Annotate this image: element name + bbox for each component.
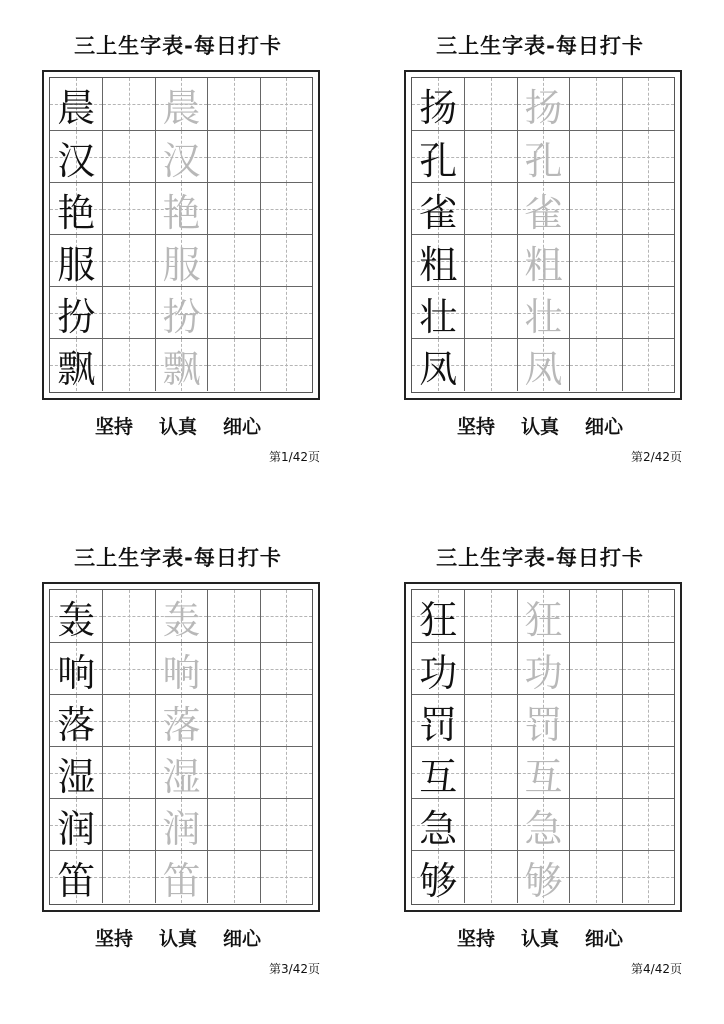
practice-row <box>50 286 312 338</box>
tianzige-cell <box>517 695 569 747</box>
model-character: 落 <box>57 702 96 747</box>
model-character: 雀 <box>419 190 458 235</box>
tianzige-cell <box>50 643 102 695</box>
tianzige-cell <box>50 235 102 287</box>
practice-row <box>50 182 312 234</box>
tianzige-cell <box>155 643 207 695</box>
practice-row <box>50 130 312 182</box>
sheet-title: 三上生字表-每日打卡 <box>74 34 282 58</box>
tianzige-cell <box>50 131 102 183</box>
tianzige-cell <box>50 78 102 130</box>
motto-word: 认真 <box>158 416 197 438</box>
motto-word: 认真 <box>520 416 559 438</box>
motto-word: 坚持 <box>94 416 133 438</box>
tianzige-cell <box>569 235 621 287</box>
model-character: 湿 <box>57 754 96 799</box>
model-character: 罚 <box>419 702 458 747</box>
tianzige-cell <box>622 131 674 183</box>
model-character: 润 <box>57 806 96 851</box>
tianzige-cell <box>102 131 154 183</box>
practice-grid <box>49 589 313 905</box>
tianzige-cell <box>50 287 102 339</box>
tianzige-cell <box>517 643 569 695</box>
model-character: 急 <box>419 806 458 851</box>
trace-character: 罚 <box>524 702 563 747</box>
tianzige-cell <box>517 183 569 235</box>
motto-word: 细心 <box>585 928 624 950</box>
tianzige-cell <box>569 747 621 799</box>
tianzige-cell <box>260 695 312 747</box>
tianzige-cell <box>102 339 154 391</box>
tianzige-cell <box>412 747 464 799</box>
tianzige-cell <box>260 590 312 642</box>
trace-character: 扮 <box>162 294 201 339</box>
motto-word: 细心 <box>585 416 624 438</box>
practice-row <box>50 746 312 798</box>
tianzige-cell <box>412 590 464 642</box>
tianzige-cell <box>622 799 674 851</box>
page-number: 第3/42页 <box>269 962 320 976</box>
model-character: 狂 <box>419 597 458 642</box>
tianzige-cell <box>102 235 154 287</box>
motto-word: 认真 <box>520 928 559 950</box>
tianzige-cell <box>569 287 621 339</box>
practice-frame <box>42 582 320 912</box>
tianzige-cell <box>102 590 154 642</box>
worksheet-card <box>390 536 690 1006</box>
tianzige-cell <box>569 851 621 903</box>
tianzige-cell <box>464 799 516 851</box>
tianzige-cell <box>50 590 102 642</box>
trace-character: 急 <box>524 806 563 851</box>
tianzige-cell <box>517 590 569 642</box>
tianzige-cell <box>155 799 207 851</box>
trace-character: 互 <box>524 754 563 799</box>
practice-row <box>412 338 674 390</box>
practice-row <box>50 798 312 850</box>
tianzige-cell <box>207 339 259 391</box>
tianzige-cell <box>412 235 464 287</box>
tianzige-cell <box>412 339 464 391</box>
trace-character: 湿 <box>162 754 201 799</box>
tianzige-cell <box>260 851 312 903</box>
page-number: 第2/42页 <box>631 450 682 464</box>
sheet-title: 三上生字表-每日打卡 <box>436 34 644 58</box>
tianzige-cell <box>622 695 674 747</box>
tianzige-cell <box>207 695 259 747</box>
trace-character: 凤 <box>524 346 563 391</box>
tianzige-cell <box>207 799 259 851</box>
trace-character: 笛 <box>162 858 201 903</box>
tianzige-cell <box>260 78 312 130</box>
practice-row <box>50 850 312 902</box>
tianzige-cell <box>260 131 312 183</box>
motto-word: 坚持 <box>456 928 495 950</box>
tianzige-cell <box>207 183 259 235</box>
tianzige-cell <box>260 287 312 339</box>
practice-row <box>412 746 674 798</box>
tianzige-cell <box>207 643 259 695</box>
tianzige-cell <box>517 799 569 851</box>
tianzige-cell <box>569 339 621 391</box>
tianzige-cell <box>155 851 207 903</box>
tianzige-cell <box>260 643 312 695</box>
tianzige-cell <box>517 287 569 339</box>
worksheet-card <box>28 536 328 1006</box>
tianzige-cell <box>569 183 621 235</box>
trace-character: 服 <box>162 242 201 287</box>
tianzige-cell <box>622 287 674 339</box>
tianzige-cell <box>464 235 516 287</box>
tianzige-cell <box>102 851 154 903</box>
motto-word: 认真 <box>158 928 197 950</box>
model-character: 艳 <box>57 190 96 235</box>
model-character: 晨 <box>57 85 96 130</box>
tianzige-cell <box>412 695 464 747</box>
motto-word: 细心 <box>223 928 262 950</box>
motto-word: 坚持 <box>456 416 495 438</box>
tianzige-cell <box>155 131 207 183</box>
practice-row <box>412 234 674 286</box>
tianzige-cell <box>155 695 207 747</box>
tianzige-cell <box>102 287 154 339</box>
tianzige-cell <box>622 235 674 287</box>
practice-grid <box>49 77 313 393</box>
page-number: 第1/42页 <box>269 450 320 464</box>
tianzige-cell <box>207 851 259 903</box>
practice-frame <box>404 582 682 912</box>
practice-row <box>412 130 674 182</box>
tianzige-cell <box>102 643 154 695</box>
practice-row <box>412 78 674 130</box>
tianzige-cell <box>155 590 207 642</box>
tianzige-cell <box>569 131 621 183</box>
tianzige-cell <box>464 643 516 695</box>
tianzige-cell <box>50 747 102 799</box>
tianzige-cell <box>464 78 516 130</box>
motto-word: 坚持 <box>94 928 133 950</box>
tianzige-cell <box>517 131 569 183</box>
tianzige-cell <box>155 78 207 130</box>
tianzige-cell <box>260 747 312 799</box>
tianzige-cell <box>622 851 674 903</box>
trace-character: 狂 <box>524 597 563 642</box>
model-character: 功 <box>419 650 458 695</box>
trace-character: 轰 <box>162 597 201 642</box>
tianzige-cell <box>517 339 569 391</box>
tianzige-cell <box>412 183 464 235</box>
tianzige-cell <box>102 78 154 130</box>
page-number: 第4/42页 <box>631 962 682 976</box>
motto <box>390 412 690 439</box>
practice-row <box>412 798 674 850</box>
sheet-title: 三上生字表-每日打卡 <box>436 546 644 570</box>
model-character: 服 <box>57 242 96 287</box>
tianzige-cell <box>50 851 102 903</box>
worksheet-card <box>28 24 328 494</box>
motto <box>390 924 690 951</box>
tianzige-cell <box>155 339 207 391</box>
model-character: 互 <box>419 754 458 799</box>
tianzige-cell <box>464 183 516 235</box>
practice-row <box>50 694 312 746</box>
tianzige-cell <box>622 183 674 235</box>
model-character: 孔 <box>419 138 458 183</box>
practice-row <box>412 642 674 694</box>
tianzige-cell <box>517 851 569 903</box>
practice-row <box>412 182 674 234</box>
tianzige-cell <box>622 78 674 130</box>
tianzige-cell <box>569 78 621 130</box>
tianzige-cell <box>412 851 464 903</box>
tianzige-cell <box>569 695 621 747</box>
practice-row <box>412 286 674 338</box>
trace-character: 够 <box>524 858 563 903</box>
tianzige-cell <box>517 747 569 799</box>
tianzige-cell <box>412 287 464 339</box>
sheet-title: 三上生字表-每日打卡 <box>74 546 282 570</box>
tianzige-cell <box>517 235 569 287</box>
tianzige-cell <box>412 643 464 695</box>
tianzige-cell <box>260 799 312 851</box>
tianzige-cell <box>622 339 674 391</box>
tianzige-cell <box>569 590 621 642</box>
motto <box>28 412 328 439</box>
model-character: 粗 <box>419 242 458 287</box>
tianzige-cell <box>622 747 674 799</box>
tianzige-cell <box>412 78 464 130</box>
tianzige-cell <box>50 339 102 391</box>
tianzige-cell <box>464 851 516 903</box>
trace-character: 润 <box>162 806 201 851</box>
tianzige-cell <box>412 131 464 183</box>
tianzige-cell <box>155 183 207 235</box>
tianzige-cell <box>102 799 154 851</box>
practice-row <box>50 590 312 642</box>
tianzige-cell <box>155 235 207 287</box>
tianzige-cell <box>207 747 259 799</box>
tianzige-cell <box>464 590 516 642</box>
tianzige-cell <box>102 183 154 235</box>
motto-word: 细心 <box>223 416 262 438</box>
trace-character: 汉 <box>162 138 201 183</box>
tianzige-cell <box>464 695 516 747</box>
tianzige-cell <box>207 590 259 642</box>
practice-row <box>50 78 312 130</box>
trace-character: 响 <box>162 650 201 695</box>
model-character: 汉 <box>57 138 96 183</box>
tianzige-cell <box>260 235 312 287</box>
trace-character: 落 <box>162 702 201 747</box>
practice-row <box>50 642 312 694</box>
tianzige-cell <box>622 590 674 642</box>
tianzige-cell <box>517 78 569 130</box>
model-character: 凤 <box>419 346 458 391</box>
tianzige-cell <box>260 183 312 235</box>
tianzige-cell <box>464 131 516 183</box>
tianzige-cell <box>50 183 102 235</box>
trace-character: 雀 <box>524 190 563 235</box>
model-character: 扮 <box>57 294 96 339</box>
practice-row <box>412 694 674 746</box>
trace-character: 晨 <box>162 85 201 130</box>
practice-row <box>50 338 312 390</box>
tianzige-cell <box>464 747 516 799</box>
model-character: 壮 <box>419 294 458 339</box>
tianzige-cell <box>260 339 312 391</box>
motto <box>28 924 328 951</box>
tianzige-cell <box>464 339 516 391</box>
practice-frame <box>42 70 320 400</box>
tianzige-cell <box>155 287 207 339</box>
tianzige-cell <box>207 78 259 130</box>
practice-grid <box>411 77 675 393</box>
tianzige-cell <box>155 747 207 799</box>
trace-character: 飘 <box>162 346 201 391</box>
model-character: 够 <box>419 858 458 903</box>
tianzige-cell <box>622 643 674 695</box>
trace-character: 艳 <box>162 190 201 235</box>
trace-character: 粗 <box>524 242 563 287</box>
tianzige-cell <box>50 799 102 851</box>
tianzige-cell <box>569 643 621 695</box>
tianzige-cell <box>207 235 259 287</box>
tianzige-cell <box>102 747 154 799</box>
tianzige-cell <box>207 287 259 339</box>
practice-frame <box>404 70 682 400</box>
trace-character: 孔 <box>524 138 563 183</box>
tianzige-cell <box>207 131 259 183</box>
tianzige-cell <box>412 799 464 851</box>
worksheet-card <box>390 24 690 494</box>
model-character: 响 <box>57 650 96 695</box>
trace-character: 功 <box>524 650 563 695</box>
model-character: 轰 <box>57 597 96 642</box>
tianzige-cell <box>102 695 154 747</box>
practice-row <box>412 850 674 902</box>
model-character: 笛 <box>57 858 96 903</box>
model-character: 扬 <box>419 85 458 130</box>
trace-character: 扬 <box>524 85 563 130</box>
tianzige-cell <box>464 287 516 339</box>
practice-grid <box>411 589 675 905</box>
practice-row <box>50 234 312 286</box>
practice-row <box>412 590 674 642</box>
tianzige-cell <box>50 695 102 747</box>
tianzige-cell <box>569 799 621 851</box>
model-character: 飘 <box>57 346 96 391</box>
trace-character: 壮 <box>524 294 563 339</box>
